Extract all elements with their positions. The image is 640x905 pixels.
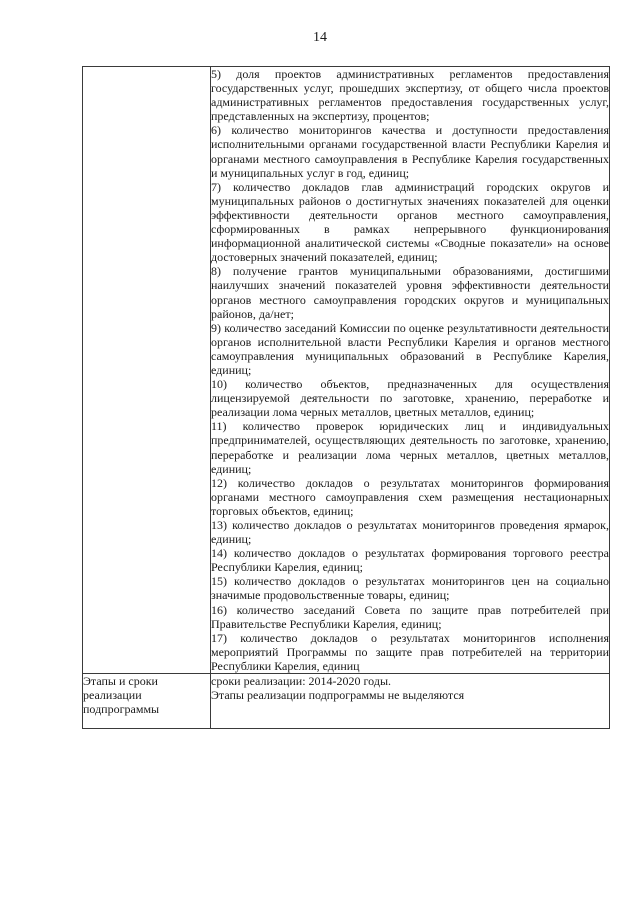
indicator-item: 16) количество заседаний Совета по защите прав потребителей при Правительстве Республики Карелия, единиц; [211,602,609,631]
stages-label-line: Этапы и сроки [83,674,158,689]
indicators-cell [211,67,610,674]
stages-label-cell [83,674,211,729]
indicator-item: 7) количество докладов глав администраций городских округов и муниципальных районов о достигнутых значениях показателей для оценки эффективности деятельности органов местного самоуправления, сформированных в рамках непрерывного функционирования информационной аналитической системы «Сводные показатели» на основе достоверных значений показателей, единиц; [211,179,609,265]
indicator-item: 5) доля проектов административных регламентов предоставления государственных услуг, прошедших экспертизу, от общего числа проектов административных регламентов предоставления государственных услуг, представленных на экспертизу, процентов; [211,67,609,124]
indicator-item: 9) количество заседаний Комиссии по оценке результативности деятельности органов исполнительной власти Республики Карелия и органов местного самоуправления муниципальных образований в Республике Карелия, единиц; [211,320,609,377]
indicator-item: 12) количество докладов о результатах мониторингов формирования органами местного самоуправления схем размещения нестационарных торговых объектов, единиц; [211,475,609,518]
stages-label-line: подпрограммы [83,702,160,717]
indicator-item: 6) количество мониторингов качества и доступности предоставления исполнительными органами государственной власти Республики Карелия и органами местного самоуправления в Республике Карелия государственных и муниципальных услуг в год, единиц; [211,123,609,180]
subprogram-passport-table [82,66,610,729]
stages-value-line: Этапы реализации подпрограммы не выделяются [211,688,465,703]
indicator-item: 15) количество докладов о результатах мониторингов цен на социально значимые продовольственные товары, единиц; [211,574,609,603]
table-row [83,67,610,674]
indicator-item: 11) количество проверок юридических лиц и индивидуальных предпринимателей, осуществляющих деятельность по заготовке, хранению, переработке и реализации лома черных металлов, цветных металлов, единиц; [211,419,609,476]
page-number: 14 [313,30,327,45]
indicator-item: 10) количество объектов, предназначенных для осуществления лицензируемой деятельности по заготовке, хранению, переработке и реализации лома черных металлов, цветных металлов, единиц; [211,377,609,420]
indicator-item: 8) получение грантов муниципальными образованиями, достигшими наилучших значений показателей уровня эффективности деятельности органов местного самоуправления городских округов и муниципальных районов, да/нет; [211,264,609,321]
indicator-item: 14) количество докладов о результатах формирования торгового реестра Республики Карелия, единиц; [211,546,609,575]
row-label-cell [83,67,211,674]
table-row [83,674,610,729]
stages-label-line: реализации [83,688,142,703]
indicator-item: 13) количество докладов о результатах мониторингов проведения ярмарок, единиц; [211,518,609,547]
indicator-item: 17) количество докладов о результатах мониторингов исполнения мероприятий Программы по защите прав потребителей на территории Республики Карелия, единиц [211,630,609,673]
stages-value-cell [211,674,610,729]
stages-value-line: сроки реализации: 2014-2020 годы. [211,674,391,689]
